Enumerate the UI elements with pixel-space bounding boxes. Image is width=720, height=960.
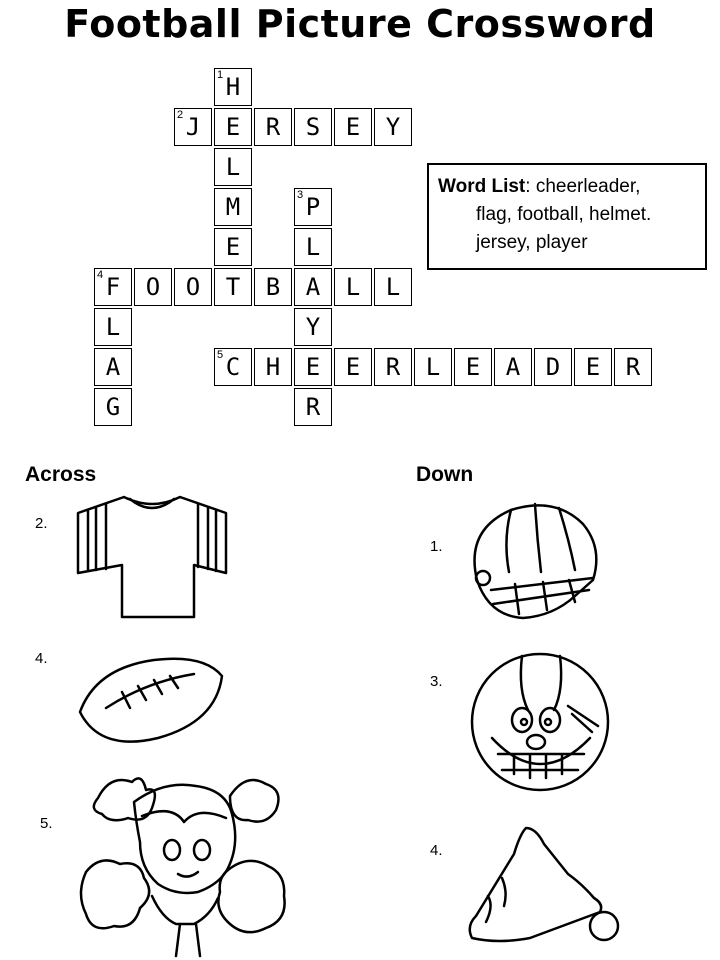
across-clue-number: 5. — [40, 815, 53, 832]
grid-cell — [294, 308, 332, 346]
grid-cell — [214, 68, 252, 106]
grid-cell — [214, 268, 252, 306]
grid-cell — [334, 108, 372, 146]
cell-letter: L — [225, 153, 241, 181]
grid-cell — [174, 268, 212, 306]
cell-letter: F — [105, 273, 121, 301]
cell-letter: A — [105, 353, 121, 381]
cell-letter: A — [305, 273, 321, 301]
grid-cell — [294, 108, 332, 146]
cell-letter: E — [585, 353, 601, 381]
grid-cell — [94, 348, 132, 386]
cell-letter: R — [625, 353, 641, 381]
cell-letter: E — [345, 353, 361, 381]
cell-letter: Y — [385, 113, 401, 141]
jersey-icon — [76, 493, 228, 623]
cell-letter: E — [225, 233, 241, 261]
grid-cell — [94, 308, 132, 346]
cell-letter: H — [265, 353, 281, 381]
cell-letter: Y — [305, 313, 321, 341]
cell-letter: E — [465, 353, 481, 381]
grid-cell — [214, 228, 252, 266]
cheerleader-icon — [80, 768, 290, 958]
cell-letter: L — [105, 313, 121, 341]
down-heading: Down — [416, 463, 474, 486]
down-clue-number: 1. — [430, 538, 443, 555]
cell-letter: E — [225, 113, 241, 141]
grid-cell — [294, 228, 332, 266]
grid-cell — [414, 348, 452, 386]
cell-letter: O — [145, 273, 161, 301]
cell-letter: D — [545, 353, 561, 381]
grid-cell — [294, 188, 332, 226]
word-list-label: Word List — [438, 176, 526, 197]
cell-letter: P — [305, 193, 321, 221]
grid-cell — [134, 268, 172, 306]
grid-cell — [94, 268, 132, 306]
grid-cell — [214, 188, 252, 226]
word-list-box — [427, 163, 707, 270]
grid-cell — [334, 348, 372, 386]
clue-number-label: 4 — [97, 269, 104, 281]
clue-number-label: 5 — [217, 349, 224, 361]
grid-cell — [214, 108, 252, 146]
cell-letter: G — [105, 393, 121, 421]
grid-cell — [174, 108, 212, 146]
cell-letter: R — [265, 113, 281, 141]
cell-letter: R — [305, 393, 321, 421]
cell-letter: T — [225, 273, 241, 301]
grid-cell — [534, 348, 572, 386]
cell-letter: L — [345, 273, 361, 301]
cell-letter: M — [225, 193, 241, 221]
grid-cell — [574, 348, 612, 386]
cell-letter: L — [305, 233, 321, 261]
clue-number-label: 2 — [177, 109, 184, 121]
grid-cell — [374, 268, 412, 306]
flag-icon — [464, 826, 624, 950]
across-heading: Across — [25, 463, 97, 486]
across-clue-number: 4. — [35, 650, 48, 667]
word-list-line-1: : cheerleader, — [525, 176, 641, 197]
cell-letter: C — [225, 353, 241, 381]
cell-letter: L — [425, 353, 441, 381]
cell-letter: E — [345, 113, 361, 141]
grid-cell — [214, 348, 252, 386]
word-list-line-3: jersey, player — [476, 232, 588, 253]
grid-cell — [294, 388, 332, 426]
across-clue-number: 2. — [35, 515, 48, 532]
cell-letter: L — [385, 273, 401, 301]
page-title: Football Picture Crossword — [64, 2, 656, 46]
cell-letter: O — [185, 273, 201, 301]
grid-cell — [254, 268, 292, 306]
clue-number-label: 3 — [297, 189, 304, 201]
cell-letter: H — [225, 73, 241, 101]
cell-letter: B — [265, 273, 281, 301]
grid-cell — [494, 348, 532, 386]
player-icon — [468, 650, 614, 796]
cell-letter: A — [505, 353, 521, 381]
cell-letter: S — [305, 113, 321, 141]
cell-letter: J — [185, 113, 201, 141]
grid-cell — [254, 108, 292, 146]
cell-letter: R — [385, 353, 401, 381]
grid-cell — [374, 348, 412, 386]
grid-cell — [294, 348, 332, 386]
grid-cell — [294, 268, 332, 306]
grid-cell — [94, 388, 132, 426]
word-list-line-2: flag, football, helmet. — [476, 204, 652, 225]
grid-cell — [454, 348, 492, 386]
helmet-icon — [463, 500, 603, 630]
grid-cell — [374, 108, 412, 146]
grid-cell — [214, 148, 252, 186]
cell-letter: E — [305, 353, 321, 381]
down-clue-number: 4. — [430, 842, 443, 859]
grid-cell — [334, 268, 372, 306]
grid-cell — [614, 348, 652, 386]
clue-number-label: 1 — [217, 69, 224, 81]
down-clue-number: 3. — [430, 673, 443, 690]
football-icon — [76, 650, 226, 750]
grid-cell — [254, 348, 292, 386]
